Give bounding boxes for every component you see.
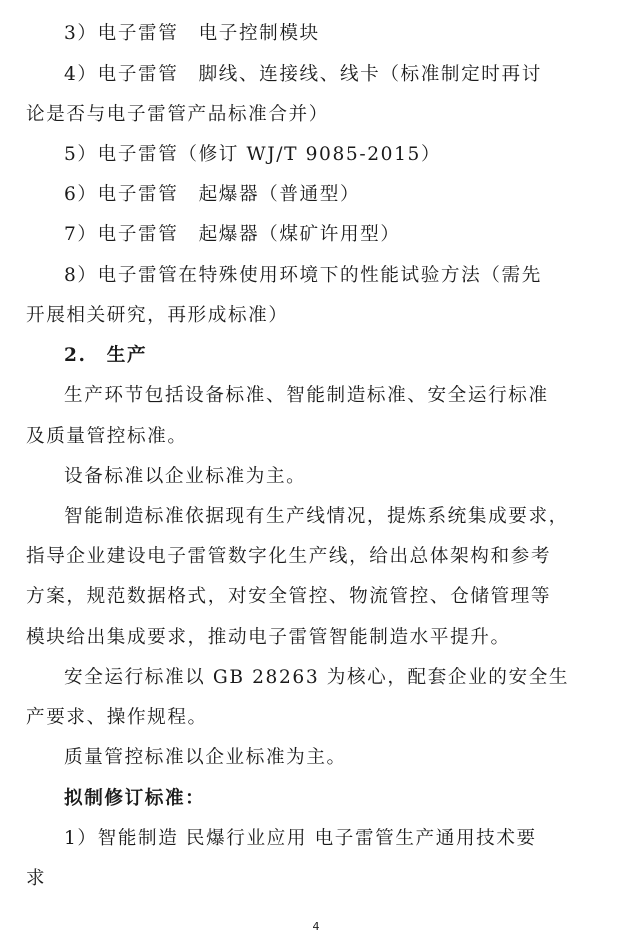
smart-manufacturing-line3: 方案，规范数据格式，对安全管控、物流管控、仓储管理等 [26,586,552,607]
item-4-leg-wires-line1: 4）电子雷管 脚线、连接线、线卡（标准制定时再讨 [64,64,542,85]
item-6-exploder-normal: 6）电子雷管 起爆器（普通型） [64,184,361,205]
equipment-standard-paragraph: 设备标准以企业标准为主。 [64,466,307,487]
page-number: 4 [312,920,320,933]
item-5-revise-standard: 5）电子雷管（修订 WJ/T 9085-2015） [64,144,442,165]
smart-manufacturing-line4: 模块给出集成要求，推动电子雷管智能制造水平提升。 [26,627,511,648]
item-7-exploder-coal-mine: 7）电子雷管 起爆器（煤矿许用型） [64,224,401,245]
item-4-leg-wires-line2: 论是否与电子雷管产品标准合并） [26,104,329,125]
subheading-draft-revision-standards: 拟制修订标准： [64,788,206,809]
draft-item-1-line1: 1）智能制造 民爆行业应用 电子雷管生产通用技术要 [64,828,537,849]
smart-manufacturing-line1: 智能制造标准依据现有生产线情况，提炼系统集成要求， [64,506,569,527]
section-heading-production: 2. 生产 [64,345,148,366]
production-intro-line2: 及质量管控标准。 [26,426,188,447]
item-8-special-environment-line2: 开展相关研究，再形成标准） [26,305,289,326]
safety-operation-line2: 产要求、操作规程。 [26,707,208,728]
item-3-electronic-control-module: 3）电子雷管 电子控制模块 [64,23,320,44]
smart-manufacturing-line2: 指导企业建设电子雷管数字化生产线，给出总体架构和参考 [26,546,552,567]
quality-control-paragraph: 质量管控标准以企业标准为主。 [64,747,347,768]
item-8-special-environment-line1: 8）电子雷管在特殊使用环境下的性能试验方法（需先 [64,265,542,286]
production-intro-line1: 生产环节包括设备标准、智能制造标准、安全运行标准 [64,385,549,406]
safety-operation-line1: 安全运行标准以 GB 28263 为核心，配套企业的安全生 [64,667,570,688]
draft-item-1-line2: 求 [26,868,47,889]
